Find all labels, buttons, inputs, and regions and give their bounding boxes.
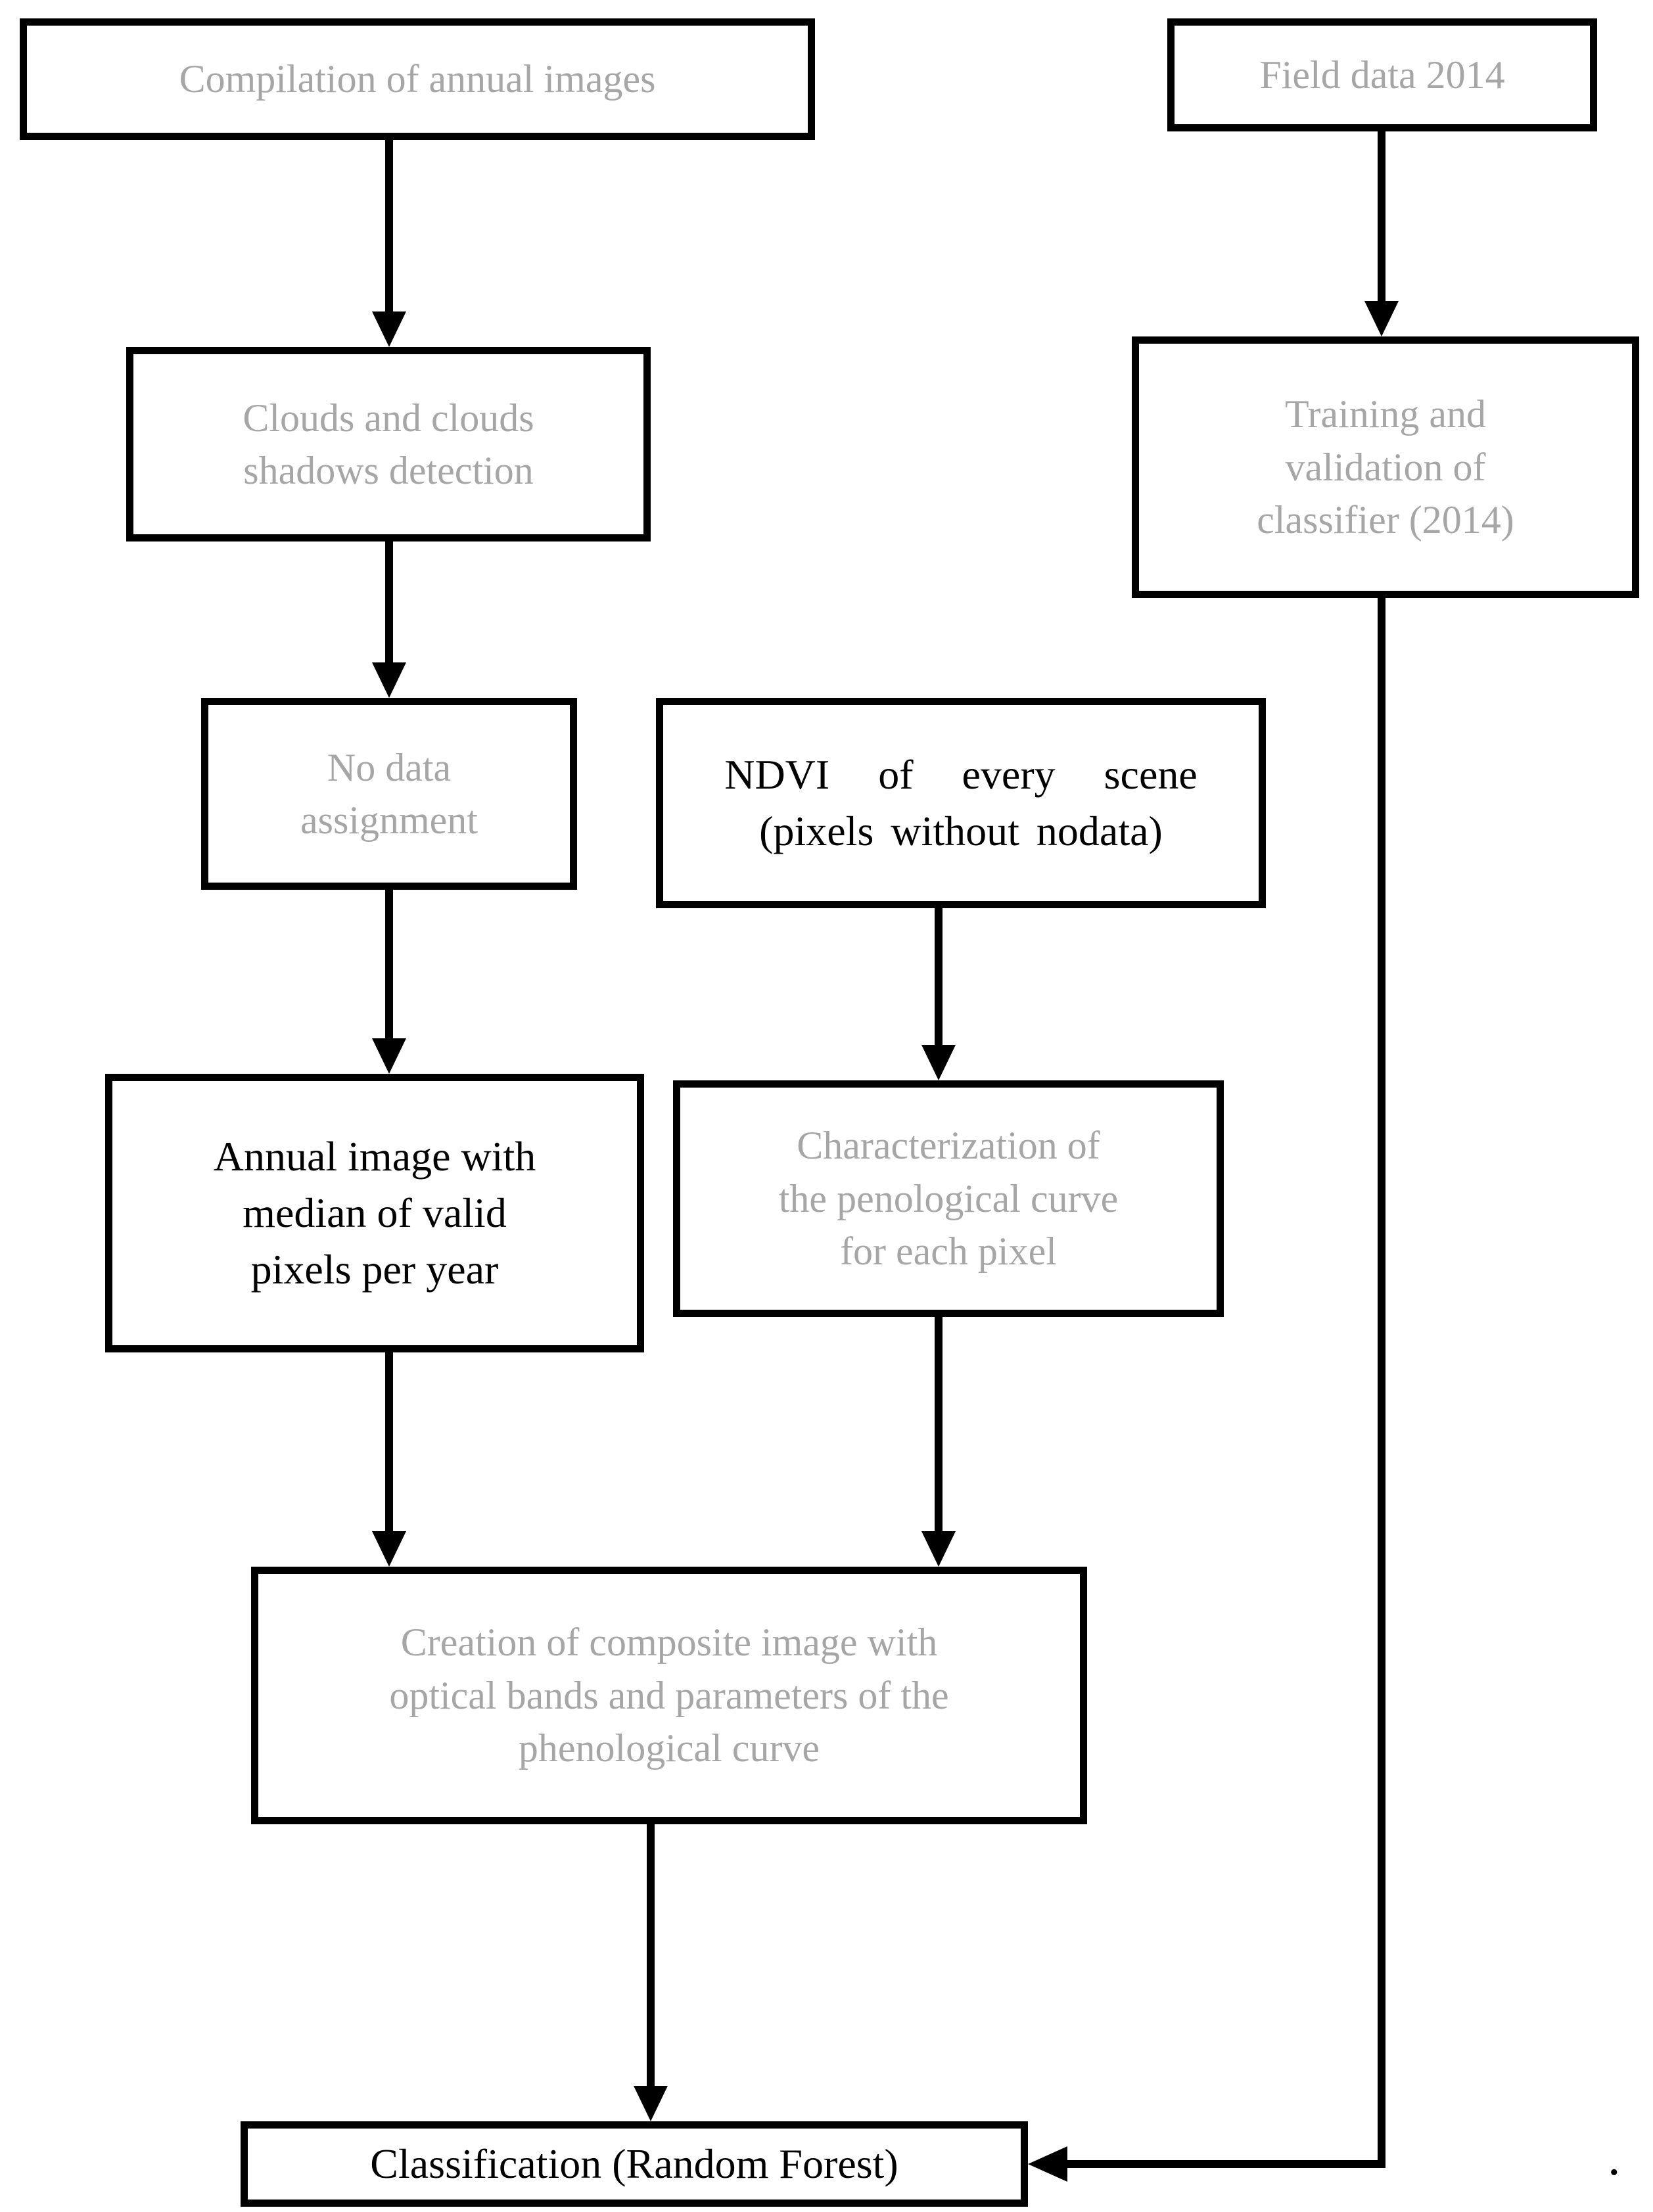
box-label-line: pixels per year	[250, 1245, 499, 1293]
box-label-line: Annual image with	[213, 1133, 536, 1180]
box-classification-random-forest	[241, 2121, 1028, 2207]
box-label-line: Training and	[1284, 392, 1487, 436]
box-label-line: NDVI of every scene	[724, 751, 1198, 798]
box-label-line: (pixels without nodata)	[759, 808, 1163, 854]
box-label-line: for each pixel	[840, 1230, 1057, 1274]
box-label-line: Creation of composite image with	[400, 1621, 938, 1665]
arrow-clouds-to-nodata-icon	[372, 541, 406, 698]
box-label-line: assignment	[300, 798, 478, 842]
box-label-line: Characterization of	[797, 1124, 1100, 1168]
box-annual-image-median	[105, 1074, 644, 1352]
box-ndvi-every-scene	[656, 698, 1266, 908]
box-label-line: median of valid	[243, 1189, 507, 1237]
arrow-annual-to-composite-icon	[372, 1352, 406, 1567]
arrow-composite-to-classification-icon	[634, 1824, 668, 2121]
box-label: Field data 2014	[1259, 53, 1505, 97]
box-compilation-of-annual-images	[20, 18, 815, 140]
arrow-ndvi-to-characterization-icon	[921, 908, 956, 1080]
trailing-period: .	[1608, 2129, 1621, 2186]
box-label-line: Clouds and clouds	[243, 396, 534, 440]
box-label-line: the penological curve	[778, 1176, 1119, 1220]
box-label-line: No data	[327, 745, 452, 789]
box-characterization-phenological-curve	[673, 1080, 1224, 1317]
arrow-characterization-to-composite-icon	[921, 1317, 956, 1567]
box-no-data-assignment	[201, 698, 577, 890]
arrow-fielddata-to-training-icon	[1364, 131, 1399, 336]
box-clouds-shadows-detection	[126, 347, 651, 541]
box-label: Compilation of annual images	[179, 57, 656, 101]
box-label-line: validation of	[1285, 445, 1486, 489]
arrow-nodata-to-annual-icon	[372, 890, 406, 1074]
box-creation-composite-image	[251, 1567, 1087, 1824]
box-field-data-2014	[1167, 18, 1597, 131]
box-label-line: optical bands and parameters of the	[389, 1673, 949, 1717]
box-label: Classification (Random Forest)	[370, 2140, 898, 2188]
arrow-compilation-to-clouds-icon	[372, 140, 406, 347]
box-label-line: classifier (2014)	[1257, 498, 1514, 542]
box-label-line: shadows detection	[243, 449, 534, 492]
box-label-line: phenological curve	[518, 1726, 820, 1770]
box-training-validation-classifier	[1132, 336, 1639, 598]
